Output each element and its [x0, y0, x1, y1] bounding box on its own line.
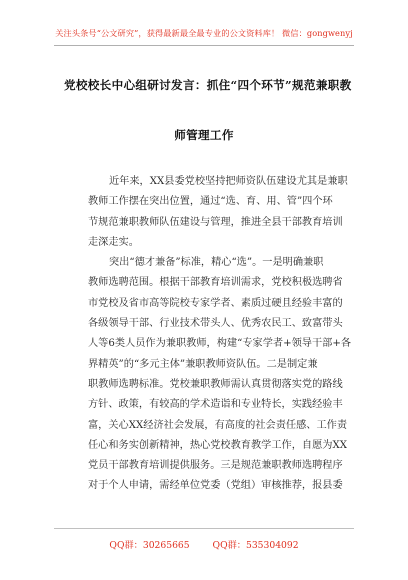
body-line: 方针、政策，有较高的学术造诣和专业特长，实践经验丰 — [88, 399, 343, 411]
header-divider — [54, 45, 354, 46]
body-line: 走深走实。 — [88, 236, 139, 248]
body-line: 近年来，XX县委党校坚持把师资队伍建设尤其是兼职 — [109, 176, 348, 187]
body-line: 突出“德才兼备”标准，精心“选”。一是明确兼职 — [109, 257, 324, 269]
body-line: 界精英”的“多元主体”兼职教师资队伍。二是制定兼 — [88, 358, 318, 370]
document-title-line-1: 党校校长中心组研讨发言：抓住“四个环节”规范兼职教 — [64, 78, 352, 92]
footer-divider — [54, 528, 354, 529]
body-line: 富，关心XX经济社会发展，有高度的社会责任感、工作责 — [88, 419, 348, 431]
document-body — [88, 172, 358, 497]
body-line: 节规范兼职教师队伍建设与管理，推进全县干部教育培训 — [88, 216, 343, 228]
header-banner: 关注头条号“公文研究”，获得最新最全最专业的公文资料库！ 微信：gongwenyj — [55, 28, 353, 38]
body-line: 教师工作摆在突出位置，通过“选、育、用、管”四个环 — [88, 196, 333, 208]
document-title-line-2: 师管理工作 — [174, 128, 234, 142]
body-line: 人等6类人员作为兼职教师，构建“专家学者+领导干部+各 — [88, 338, 352, 350]
body-line: 市党校及省市高等院校专家学者、素质过硬且经验丰富的 — [88, 297, 343, 309]
footer-qq-group-1: QQ群：30265665 — [109, 540, 190, 551]
footer-qq-group-2: QQ群：535304092 — [212, 540, 299, 551]
body-line: 教师选聘范围。根据干部教育培训需求，党校积极选聘省 — [88, 277, 343, 289]
footer — [0, 537, 408, 551]
body-line: 职教师选聘标准。党校兼职教师需认真贯彻落实党的路线 — [88, 378, 343, 390]
body-line: 任心和务实创新精神，热心党校教育教学工作，自愿为XX — [88, 439, 348, 451]
body-line: 党员干部教育培训提供服务。三是规范兼职教师选聘程序 — [88, 460, 343, 472]
body-line: 各级领导干部、行业技术带头人、优秀农民工、致富带头 — [88, 318, 343, 330]
body-line: 对于个人申请，需经单位党委（党组）审核推荐，报县委 — [88, 480, 343, 492]
